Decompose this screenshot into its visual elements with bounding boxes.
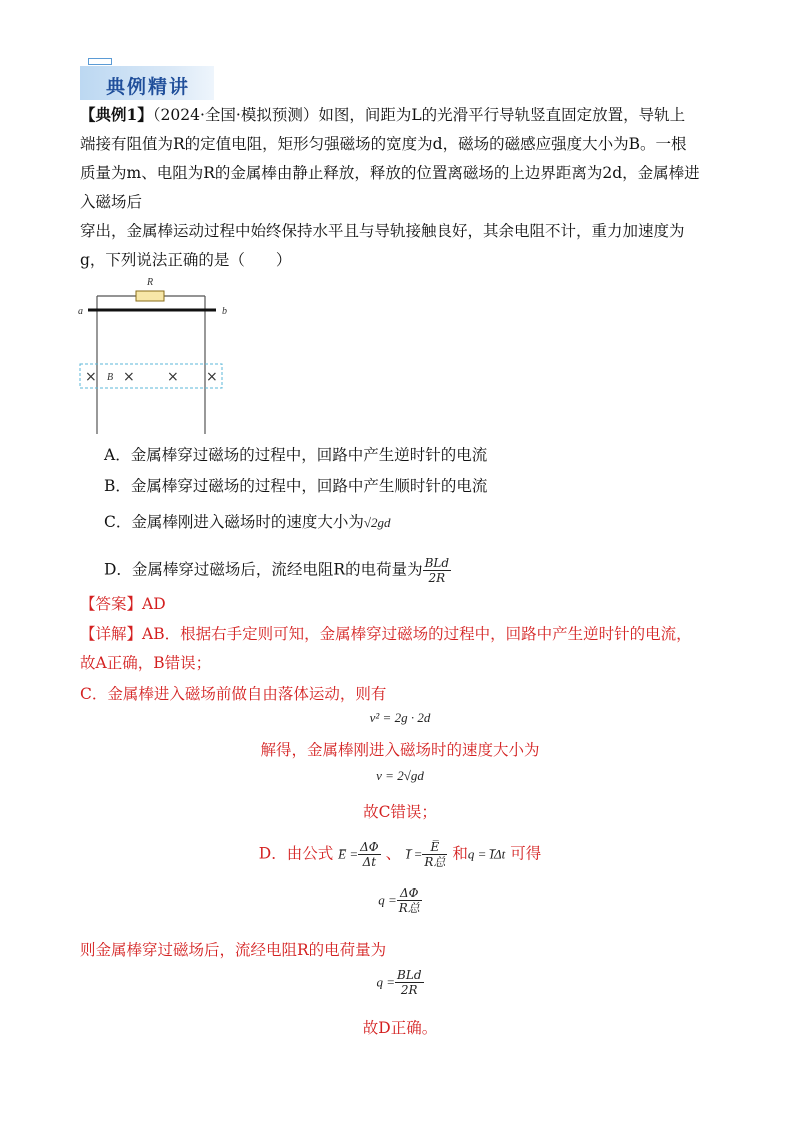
answer: 【答案】AD [80,595,166,613]
option-a: A．金属棒穿过磁场的过程中，回路中产生逆时针的电流 [104,446,488,464]
section-header [80,60,214,100]
circuit-figure [76,272,236,434]
detail-ab: 【详解】AB．根据右手定则可知，金属棒穿过磁场的过程中，回路中产生逆时针的电流， 故A正确，B错误； [80,625,692,672]
example-line-2: 端接有阻值为R的定值电阻，矩形匀强磁场的宽度为d，磁场的磁感应强度大小为B。一根 [80,135,687,153]
equation-2: v = 2√gd [376,768,424,783]
resistor [136,291,164,301]
detail-c-intro: C．金属棒进入磁场前做自由落体运动，则有 [80,685,387,703]
equation-1: v² = 2g · 2d [369,710,431,725]
option-b: B．金属棒穿过磁场的过程中，回路中产生顺时针的电流 [104,477,488,495]
equation-q2: q = $\frac{\text{BLd}}{2R}$ [376,968,422,997]
detail-d-result: 故D正确。 [362,1019,438,1037]
magnetic-field-region [80,364,222,388]
example-line-4: 入磁场后 [80,193,143,211]
example-text [80,100,720,275]
field-cross-1: × [85,369,97,385]
detail-d-charge: 则金属棒穿过磁场后，流经电阻R的电荷量为 [80,941,387,959]
header-accent [88,58,112,65]
field-cross-4: × [206,369,218,385]
field-label-B: B [107,372,114,383]
field-cross-3: × [167,369,179,385]
example-line-6: g，下列说法正确的是（ ） [80,251,292,269]
option-d: D．金属棒穿过磁场后，流经电阻R的电荷量为 $\frac{\text{BLd}}{2R}$ [104,556,450,585]
label-b: b [222,306,227,317]
equation-q: q = $\frac{\Delta\Phi}{\text{R总}}$ [378,886,420,915]
example-line-1: 【典例1】（2024·全国·模拟预测）如图，间距为L的光滑平行导轨竖直固定放置，导轨上 [80,105,686,124]
detail-d-formulas: D．由公式 E̅ = $\frac{\Delta\Phi}{\Delta t}$ 、 I̅ = $\frac{E̅}{\text{R总}}$ 和q = I̅Δt 可得 [258,840,542,869]
detail-c-solve: 解得，金属棒刚进入磁场时的速度大小为 [260,741,540,759]
label-a: a [78,306,83,317]
field-cross-2: × [123,369,135,385]
formula-e-fraction: $\frac{\Delta\Phi}{\Delta t}$ [360,840,379,869]
detail-c-result: 故C错误； [363,803,437,821]
option-d-fraction: $\frac{\text{BLd}}{2R}$ [424,556,450,585]
option-c-math: √2gd [363,515,391,530]
example-source: （2024·全国·模拟预测） [152,106,319,124]
example-tag: 【典例1】 [80,105,153,124]
section-title: 典例精讲 [106,76,191,98]
example-line-3: 质量为m、电阻为R的金属棒由静止释放，释放的位置离磁场的上边界距离为2d，金属棒进 [80,164,700,182]
example-line-5: 穿出，金属棒运动过程中始终保持水平且与导轨接触良好，其余电阻不计，重力加速度为 [80,222,685,240]
option-c: C．金属棒刚进入磁场时的速度大小为√2gd [104,513,391,531]
formula-i-fraction: $\frac{E̅}{\text{R总}}$ [424,840,446,869]
resistor-label: R [147,277,154,288]
